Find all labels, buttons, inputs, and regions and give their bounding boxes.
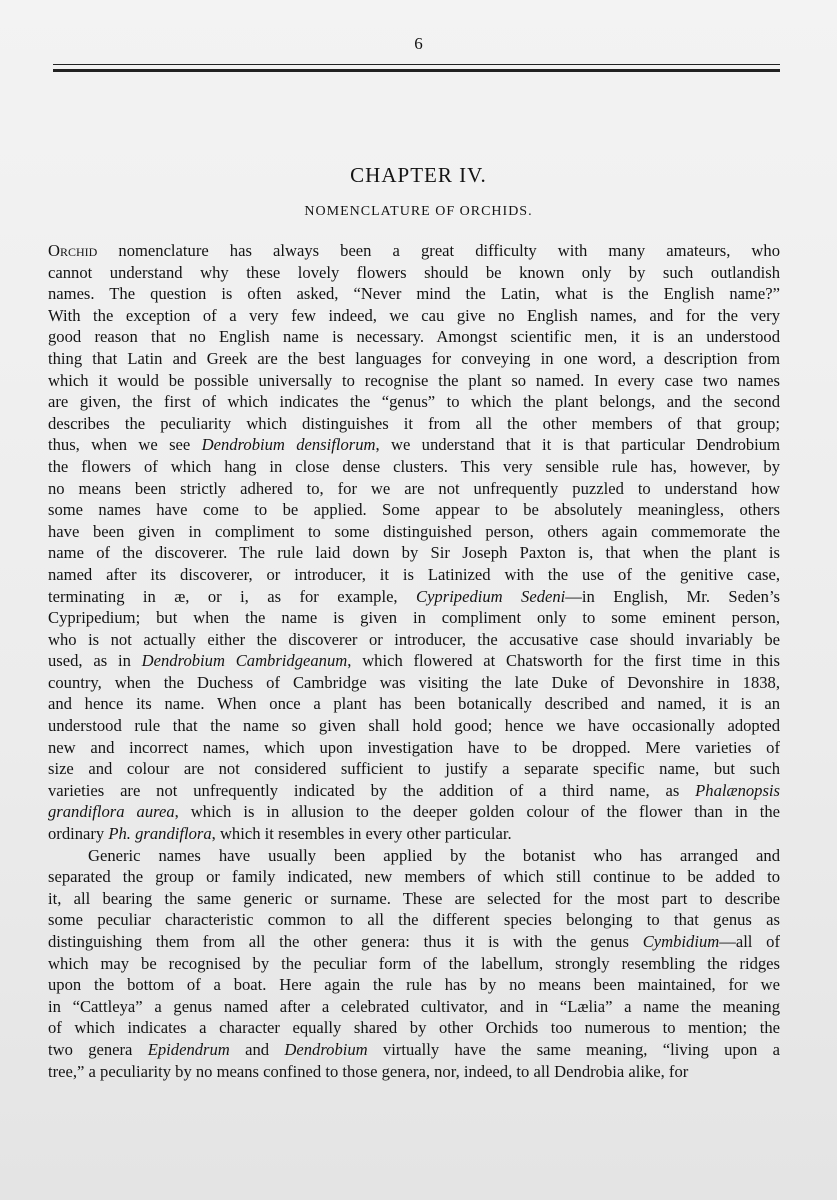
text-line: With the exception of a very few indeed, we cau give no English names, and for the very <box>48 305 780 325</box>
header-rule-thin <box>53 64 780 65</box>
text-line: names. The question is often asked, “Never mind the Latin, what is the English name?” <box>48 284 780 304</box>
text-line: Cypripedium; but when the name is given in compliment only to some eminent person, <box>48 608 780 628</box>
opening-word: Orchid <box>48 241 98 260</box>
text-line: of which indicates a character equally shared by other Orchids too numerous to mention; the <box>48 1018 780 1038</box>
text-line: Generic names have usually been applied by the botanist who has arranged and <box>88 845 780 865</box>
text-line: two genera Epidendrum and Dendrobium virtually have the same meaning, “living upon a <box>48 1039 780 1059</box>
text-line-rest: nomenclature has always been a great difficulty with many amateurs, who <box>97 241 780 260</box>
text-line: tree,” a peculiarity by no means confined to those genera, nor, indeed, to all Dendrobia alike, for <box>48 1061 689 1081</box>
text-line: size and colour are not considered sufficient to justify a separate specific name, but such <box>48 759 780 779</box>
text-line: some peculiar characteristic common to all the different species belonging to that genus as <box>48 910 780 930</box>
text-line: country, when the Duchess of Cambridge was visiting the late Duke of Devonshire in 1838, <box>48 672 780 692</box>
text-line: in “Cattleya” a genus named after a celebrated cultivator, and in “Lælia” a name the meaning <box>48 996 780 1016</box>
text-line: new and incorrect names, which upon investigation have to be dropped. Mere varieties of <box>48 737 780 757</box>
text-line: understood rule that the name so given shall hold good; hence we have occasionally adopted <box>48 716 780 736</box>
text-line: ordinary Ph. grandiflora, which it resembles in every other particular. <box>48 824 512 844</box>
text-line: some names have come to be applied. Some appear to be absolutely meaningless, others <box>48 500 780 520</box>
text-line: varieties are not unfrequently indicated by the addition of a third name, as Phalænopsis <box>48 780 780 800</box>
text-line: cannot understand why these lovely flowers should be known only by such outlandish <box>48 262 780 282</box>
text-line: who is not actually either the discoverer or introducer, the accusative case should invariably be <box>48 629 780 649</box>
text-line: are given, the first of which indicates the “genus” to which the plant belongs, and the second <box>48 392 780 412</box>
text-line: and hence its name. When once a plant has been botanically described and named, it is an <box>48 694 780 714</box>
text-line: grandiflora aurea, which is in allusion to the deeper golden colour of the flower than in the <box>48 802 780 822</box>
text-line: good reason that no English name is necessary. Amongst scientific men, it is an understood <box>48 327 780 347</box>
text-line: thing that Latin and Greek are the best languages for conveying in one word, a description from <box>48 348 780 368</box>
page-number: 6 <box>414 34 423 53</box>
text-line: which it would be possible universally to recognise the plant so named. In every case two names <box>48 370 780 390</box>
text-line: thus, when we see Dendrobium densiflorum, we understand that it is that particular Dendrobium <box>48 435 780 455</box>
section-title: NOMENCLATURE OF ORCHIDS. <box>304 204 533 219</box>
paragraph-2 <box>48 845 780 1083</box>
text-line <box>48 240 780 262</box>
text-line: the flowers of which hang in close dense clusters. This very sensible rule has, however, by <box>48 456 780 476</box>
text-line: used, as in Dendrobium Cambridgeanum, which flowered at Chatsworth for the first time in this <box>48 651 780 671</box>
text-line: which may be recognised by the peculiar form of the labellum, strongly resembling the ridges <box>48 953 780 973</box>
text-line: distinguishing them from all the other genera: thus it is with the genus Cymbidium—all of <box>48 932 780 951</box>
header-rule-thick <box>53 69 780 72</box>
text-line: have been given in compliment to some distinguished person, others again commemorate the <box>48 521 780 541</box>
text-line: terminating in æ, or i, as for example, Cypripedium Sedeni—in English, Mr. Seden’s <box>48 586 780 606</box>
paragraph-1 <box>48 240 780 845</box>
chapter-title: CHAPTER IV. <box>350 163 487 187</box>
text-line: no means been strictly adhered to, for we are not unfrequently puzzled to understand how <box>48 478 780 498</box>
text-line: upon the bottom of a boat. Here again the rule has by no means been maintained, for we <box>48 975 780 995</box>
text-line: describes the peculiarity which distinguishes it from all the other members of that group; <box>48 413 780 433</box>
text-line: name of the discoverer. The rule laid down by Sir Joseph Paxton is, that when the plant is <box>48 543 780 563</box>
body-text <box>48 240 780 1082</box>
text-line: it, all bearing the same generic or surname. These are selected for the most part to describe <box>48 888 780 908</box>
text-line: named after its discoverer, or introducer, it is Latinized with the use of the genitive case, <box>48 564 780 584</box>
text-line: separated the group or family indicated, new members of which still continue to be added to <box>48 867 780 887</box>
